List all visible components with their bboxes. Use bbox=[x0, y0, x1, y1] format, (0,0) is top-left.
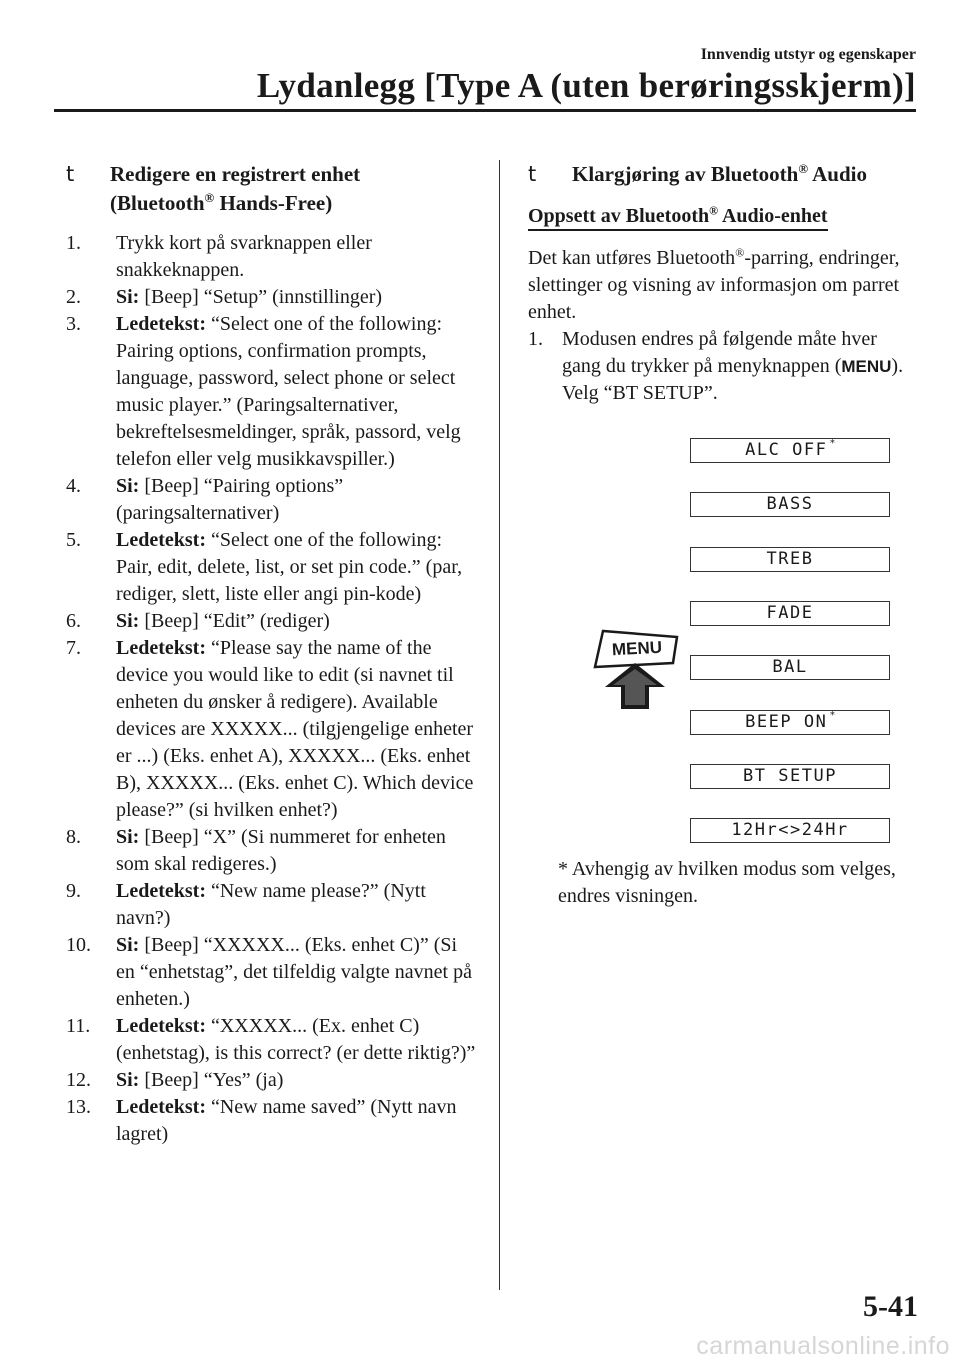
lcd-text: ALC OFF bbox=[745, 440, 828, 460]
step-label: Ledetekst: bbox=[116, 1015, 206, 1037]
right-step-list bbox=[528, 326, 918, 407]
step-text: “XXXXX... (Ex. enhet C) (enhetstag), is this correct? (er dette riktig?)” bbox=[116, 1015, 476, 1064]
lcd-display bbox=[690, 655, 890, 680]
footnote-mark: * bbox=[829, 710, 837, 722]
lcd-display bbox=[690, 438, 890, 463]
lcd-display bbox=[690, 710, 890, 735]
step-label: Si: bbox=[116, 610, 140, 632]
step-label: Ledetekst: bbox=[116, 880, 206, 902]
menu-button-label: MENU bbox=[841, 357, 892, 376]
step-text: “New name please?” (Nytt navn?) bbox=[116, 880, 426, 929]
step-text: [Beep] “Setup” (innstillinger) bbox=[139, 286, 383, 308]
step-label: Si: bbox=[116, 934, 140, 956]
step-text: Trykk kort på svarknappen eller snakkeknappen. bbox=[116, 232, 372, 281]
step-item bbox=[66, 473, 478, 527]
watermark: carmanualsonline.info bbox=[696, 1332, 950, 1360]
left-section-heading bbox=[66, 160, 478, 218]
heading-line-2 bbox=[110, 189, 478, 218]
right-section-heading bbox=[528, 160, 918, 189]
step-item bbox=[66, 1067, 478, 1094]
footnote-mark: * bbox=[829, 438, 837, 450]
column-divider bbox=[499, 160, 500, 1290]
step-text: [Beep] “XXXXX... (Eks. enhet C)” (Si en “enhetstag”, det tilfeldig valgte navnet på enheten.) bbox=[116, 934, 472, 1010]
heading-text: Klargjøring av Bluetooth bbox=[572, 162, 799, 186]
step-text: [Beep] “X” (Si nummeret for enheten som skal redigeres.) bbox=[116, 826, 446, 875]
heading-text: Audio bbox=[808, 162, 867, 186]
menu-button-label: MENU bbox=[611, 637, 663, 660]
menu-button-press-icon bbox=[585, 627, 685, 717]
step-number: 1. bbox=[66, 232, 81, 254]
section-label: Innvendig utstyr og egenskaper bbox=[700, 46, 916, 63]
lcd-display bbox=[690, 547, 890, 572]
step-text: [Beep] “Yes” (ja) bbox=[139, 1069, 284, 1091]
lcd-display bbox=[690, 601, 890, 626]
lcd-display bbox=[690, 492, 890, 517]
step-number: 5. bbox=[66, 529, 81, 551]
step-number: 4. bbox=[66, 475, 81, 497]
step-item bbox=[66, 284, 478, 311]
step-label: Si: bbox=[116, 286, 140, 308]
header-rule bbox=[54, 109, 916, 112]
step-number: 9. bbox=[66, 880, 81, 902]
step-number: 11. bbox=[66, 1015, 91, 1037]
step-item bbox=[66, 1094, 478, 1148]
step-item bbox=[66, 311, 478, 473]
step-item bbox=[66, 527, 478, 608]
step-item bbox=[66, 635, 478, 824]
step-label: Ledetekst: bbox=[116, 313, 206, 335]
step-text: “Select one of the following: Pair, edit, delete, list, or set pin code.” (par, rediger, slett, liste eller angi pin-kode) bbox=[116, 529, 463, 605]
section-marker-icon: t bbox=[66, 162, 75, 186]
lcd-text: FADE bbox=[766, 603, 814, 623]
registered-mark: ® bbox=[204, 190, 215, 205]
step-number: 7. bbox=[66, 637, 81, 659]
step-text: “New name saved” (Nytt navn lagret) bbox=[116, 1096, 457, 1145]
lcd-text: 12Hr<>24Hr bbox=[731, 820, 849, 840]
step-number: 12. bbox=[66, 1069, 91, 1091]
step-number: 6. bbox=[66, 610, 81, 632]
step-item bbox=[66, 230, 478, 284]
step-text: “Select one of the following: Pairing options, confirmation prompts, language, password, select phone or select music player.” (Paringsalternativer, bekreftelsesmeldinger, språk, passord, velg telefon eller velg musikkavspiller.) bbox=[116, 313, 461, 470]
lcd-text: BT SETUP bbox=[743, 766, 837, 786]
step-item bbox=[66, 608, 478, 635]
step-number: 13. bbox=[66, 1096, 91, 1118]
step-item bbox=[66, 1013, 478, 1067]
right-column bbox=[528, 160, 918, 407]
lcd-text: TREB bbox=[766, 549, 814, 569]
intro-text: Det kan utføres Bluetooth bbox=[528, 247, 736, 269]
step-number: 1. bbox=[528, 328, 543, 350]
lcd-text: BEEP ON bbox=[745, 712, 828, 732]
registered-mark: ® bbox=[735, 245, 745, 260]
left-step-list bbox=[66, 230, 478, 1148]
step-number: 8. bbox=[66, 826, 81, 848]
lcd-text: BAL bbox=[772, 657, 808, 677]
step-text: [Beep] “Edit” (rediger) bbox=[139, 610, 330, 632]
heading-line-1: Redigere en registrert enhet bbox=[110, 162, 361, 186]
step-label: Si: bbox=[116, 826, 140, 848]
step-number: 2. bbox=[66, 286, 81, 308]
registered-mark: ® bbox=[709, 203, 719, 218]
subheading bbox=[528, 204, 828, 231]
step-text: ). Velg “BT SETUP”. bbox=[562, 355, 904, 404]
step-item bbox=[66, 878, 478, 932]
intro-paragraph bbox=[528, 245, 918, 326]
lcd-display bbox=[690, 764, 890, 789]
step-label: Ledetekst: bbox=[116, 637, 206, 659]
step-text: Modusen endres på følgende måte hver gang du trykker på menyknappen ( bbox=[562, 328, 877, 377]
step-label: Ledetekst: bbox=[116, 529, 206, 551]
heading-text: (Bluetooth bbox=[110, 191, 205, 215]
step-label: Si: bbox=[116, 1069, 140, 1091]
lcd-display bbox=[690, 818, 890, 843]
subheading-text: Audio-enhet bbox=[718, 205, 828, 227]
step-text: “Please say the name of the device you would like to edit (si navnet til enheten du ønsker å redigere). Available devices are XXXXX... (tilgjengelige enheter er ...) (Eks. enhet A), XXXXX... (Eks. enhet B), XXXXX... (Eks. enhet C). Which device please?” (si hvilken enhet?) bbox=[116, 637, 474, 821]
left-column bbox=[66, 160, 478, 1148]
step-label: Si: bbox=[116, 475, 140, 497]
step-text: [Beep] “Pairing options” (paringsalternativer) bbox=[116, 475, 344, 524]
display-footnote: * Avhengig av hvilken modus som velges, endres visningen. bbox=[558, 858, 896, 907]
step-number: 10. bbox=[66, 934, 91, 956]
registered-mark: ® bbox=[798, 161, 809, 176]
step-number: 3. bbox=[66, 313, 81, 335]
subheading-text: Oppsett av Bluetooth bbox=[528, 205, 710, 227]
section-marker-icon: t bbox=[528, 162, 537, 186]
lcd-text: BASS bbox=[766, 494, 814, 514]
heading-text: Hands-Free) bbox=[214, 191, 333, 215]
chapter-title: Lydanlegg [Type A (uten berøringsskjerm)] bbox=[256, 66, 916, 105]
intro-text: -parring, endringer, slettinger og visning av informasjon om parret enhet. bbox=[528, 247, 900, 323]
page-number: 5-41 bbox=[863, 1290, 918, 1323]
step-item bbox=[66, 824, 478, 878]
step-item bbox=[66, 932, 478, 1013]
step-item bbox=[528, 326, 918, 407]
step-label: Ledetekst: bbox=[116, 1096, 206, 1118]
